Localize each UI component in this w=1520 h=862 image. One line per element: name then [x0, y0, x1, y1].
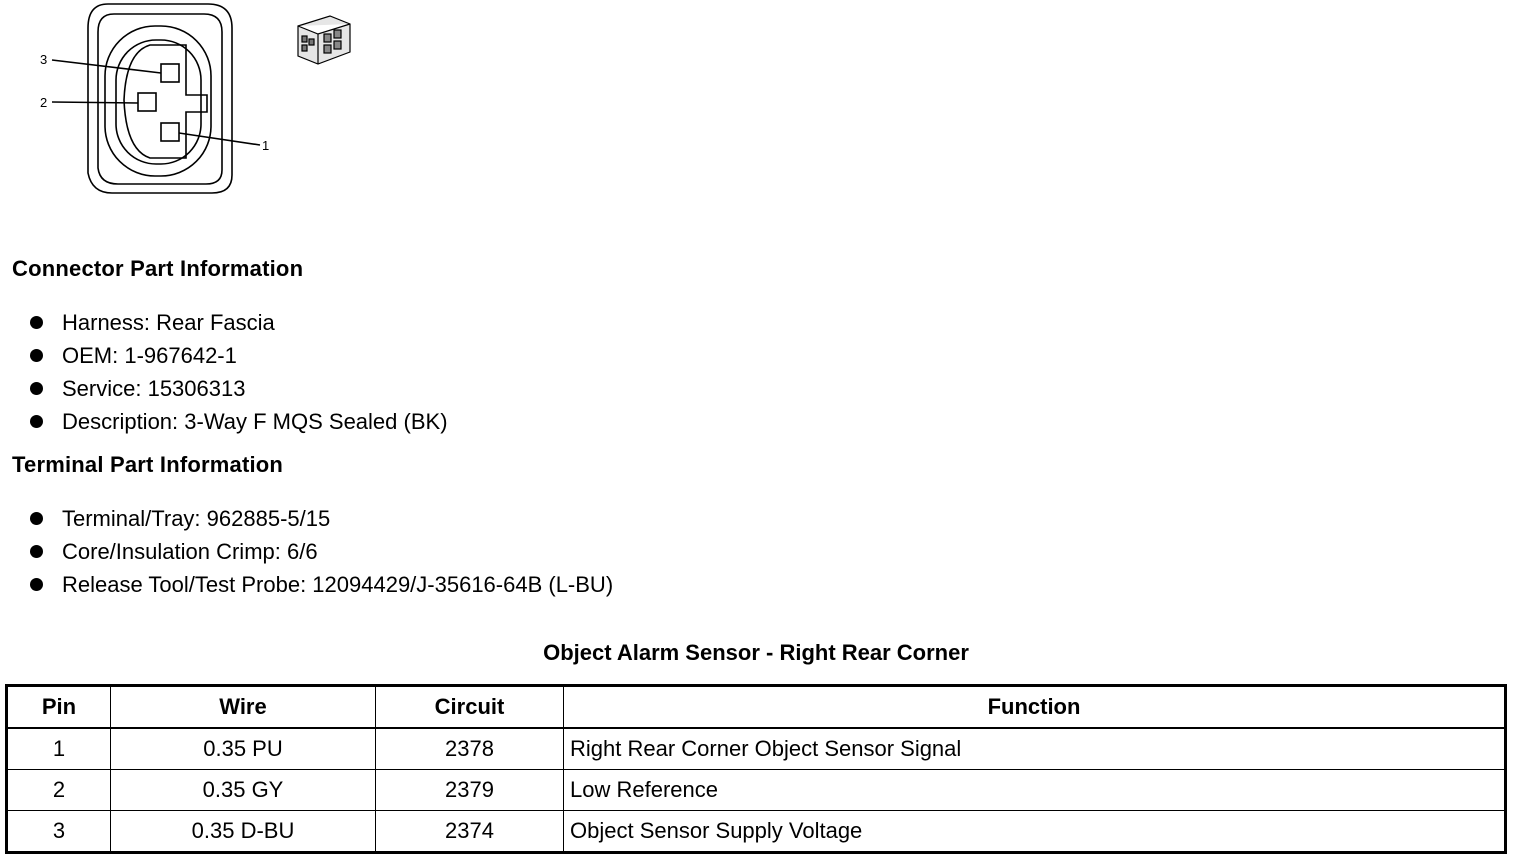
table-title: Object Alarm Sensor - Right Rear Corner [543, 640, 969, 665]
callout-leader-1 [179, 133, 260, 145]
connector-thumbnail-icon [290, 12, 360, 68]
column-header-pin: Pin [7, 686, 111, 729]
terminal-part-info-list [28, 502, 613, 601]
pin-cell: 1 [7, 728, 111, 770]
terminal-cavity-3 [161, 64, 179, 82]
terminal-cavity-2 [138, 93, 156, 111]
connector-part-info-list [28, 306, 448, 438]
table-row [7, 728, 1506, 770]
wire-cell: 0.35 PU [111, 728, 376, 770]
table-header-row [7, 686, 1506, 729]
list-item: Core/Insulation Crimp: 6/6 [28, 535, 613, 568]
column-header-function: Function [564, 686, 1506, 729]
circuit-cell: 2379 [376, 770, 564, 811]
list-item: Harness: Rear Fascia [28, 306, 448, 339]
connector-part-info-heading: Connector Part Information [12, 256, 304, 281]
terminal-part-info-heading: Terminal Part Information [12, 452, 284, 477]
callout-label-1: 1 [262, 138, 270, 153]
callout-leader-2 [52, 102, 138, 103]
function-cell: Object Sensor Supply Voltage [564, 811, 1506, 853]
callout-label-2: 2 [40, 95, 48, 110]
wire-cell: 0.35 D-BU [111, 811, 376, 853]
list-item: Service: 15306313 [28, 372, 448, 405]
pin-cell: 3 [7, 811, 111, 853]
list-item: Terminal/Tray: 962885-5/15 [28, 502, 613, 535]
table-row [7, 811, 1506, 853]
function-cell: Right Rear Corner Object Sensor Signal [564, 728, 1506, 770]
circuit-cell: 2374 [376, 811, 564, 853]
seal-ring-outer [105, 26, 211, 176]
table-row [7, 770, 1506, 811]
list-item: Release Tool/Test Probe: 12094429/J-35616-64B (L-BU) [28, 568, 613, 601]
terminal-cavity-1 [161, 123, 179, 141]
column-header-circuit: Circuit [376, 686, 564, 729]
seal-ring-inner [116, 40, 201, 164]
circuit-cell: 2378 [376, 728, 564, 770]
pinout-table [5, 684, 1507, 854]
list-item: OEM: 1-967642-1 [28, 339, 448, 372]
column-header-wire: Wire [111, 686, 376, 729]
callout-label-3: 3 [40, 52, 48, 67]
connector-face-diagram [0, 0, 290, 210]
function-cell: Low Reference [564, 770, 1506, 811]
wire-cell: 0.35 GY [111, 770, 376, 811]
list-item: Description: 3-Way F MQS Sealed (BK) [28, 405, 448, 438]
pin-cell: 2 [7, 770, 111, 811]
